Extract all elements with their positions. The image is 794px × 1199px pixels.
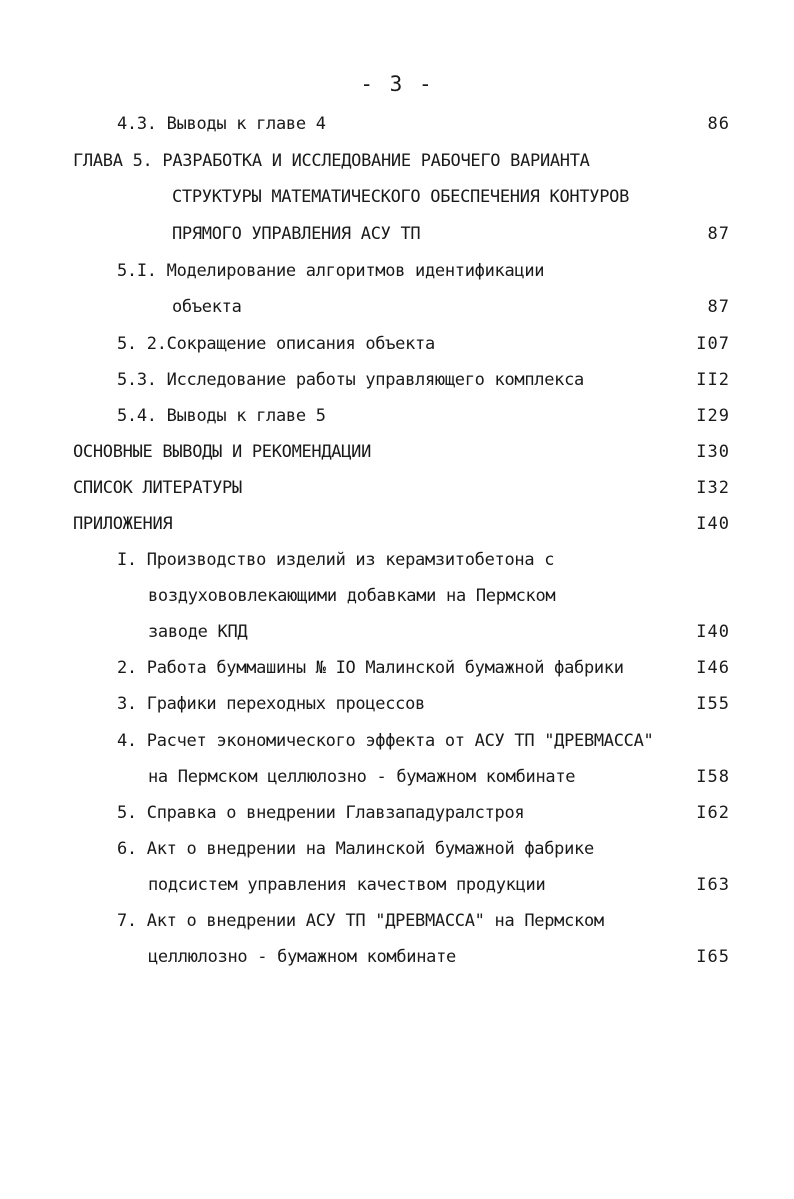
toc-entry-text: 4. Расчет экономического эффекта от АСУ ТП "ДРЕВМАССА" <box>117 731 654 751</box>
toc-entry-text: СПИСОК ЛИТЕРАТУРЫ <box>73 478 242 498</box>
toc-entry-text: 5. 2.Сокращение описания объекта <box>117 334 435 354</box>
toc-entry-page: I29 <box>696 406 730 426</box>
toc-entry-page: II2 <box>696 370 730 390</box>
toc-entry-text: 5.3. Исследование работы управляющего комплекса <box>117 370 584 390</box>
toc-entry-text: целлюлозно - бумажном комбинате <box>148 947 456 967</box>
toc-entry-text: ОСНОВНЫЕ ВЫВОДЫ И РЕКОМЕНДАЦИИ <box>73 442 372 462</box>
toc-entry-text: 6. Акт о внедрении на Малинской бумажной фабрике <box>117 839 594 859</box>
toc-entry-page: I07 <box>696 334 730 354</box>
toc-entry-page: 87 <box>707 224 730 244</box>
toc-entry-text: 7. Акт о внедрении АСУ ТП "ДРЕВМАССА" на Пермском <box>117 911 604 931</box>
toc-entry-text: 3. Графики переходных процессов <box>117 694 425 714</box>
toc-entry-text: на Пермском целлюлозно - бумажном комбинате <box>148 767 576 787</box>
toc-entry-text: ГЛАВА 5. РАЗРАБОТКА И ИССЛЕДОВАНИЕ РАБОЧЕГО ВАРИАНТА <box>73 151 590 171</box>
toc-entry-text: 5.4. Выводы к главе 5 <box>117 406 326 426</box>
toc-entry-text: 4.3. Выводы к главе 4 <box>117 114 326 134</box>
toc-entry-text: заводе КПД <box>148 622 248 642</box>
toc-entry-page: I65 <box>696 947 730 967</box>
toc-entry-page: I55 <box>696 694 730 714</box>
toc-entry-page: I32 <box>696 478 730 498</box>
toc-entry-text: объекта <box>172 297 242 317</box>
toc-entry-page: I62 <box>696 803 730 823</box>
toc-entry-page: I58 <box>696 767 730 787</box>
toc-entry-page: I40 <box>696 514 730 534</box>
toc-entry-text: 5.I. Моделирование алгоритмов идентификации <box>117 261 545 281</box>
toc-entry-page: I46 <box>696 658 730 678</box>
toc-entry-text: I. Производство изделий из керамзитобетона с <box>117 550 555 570</box>
page-number: - 3 - <box>360 72 434 96</box>
toc-entry-text: подсистем управления качеством продукции <box>148 875 546 895</box>
toc-entry-text: 5. Справка о внедрении Главзападуралстроя <box>117 803 525 823</box>
toc-entry-text: ПРЯМОГО УПРАВЛЕНИЯ АСУ ТП <box>172 224 421 244</box>
toc-entry-page: 86 <box>707 114 730 134</box>
toc-entry-page: 87 <box>707 297 730 317</box>
toc-entry-page: I30 <box>696 442 730 462</box>
toc-entry-text: ПРИЛОЖЕНИЯ <box>73 514 173 534</box>
toc-entry-text: 2. Работа буммашины № IO Малинской бумажной фабрики <box>117 658 624 678</box>
toc-entry-page: I40 <box>696 622 730 642</box>
toc-entry-text: СТРУКТУРЫ МАТЕМАТИЧЕСКОГО ОБЕСПЕЧЕНИЯ КОНТУРОВ <box>172 187 630 207</box>
toc-entry-text: воздухововлекающими добавками на Пермском <box>148 586 556 606</box>
toc-entry-page: I63 <box>696 875 730 895</box>
